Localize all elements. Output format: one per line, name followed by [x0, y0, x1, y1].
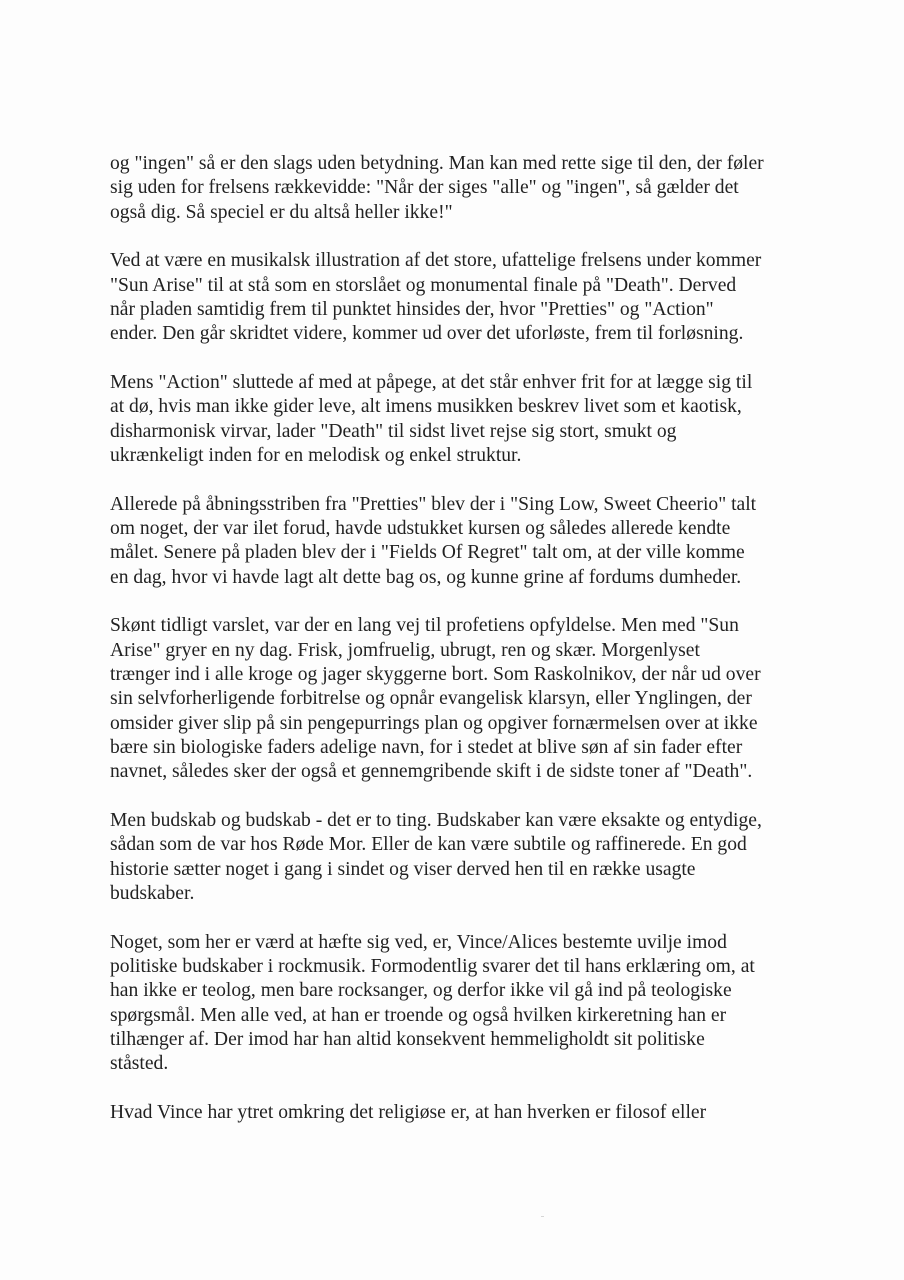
text-line: tilhænger af. Der imod har han altid konsekvent hemmeligholdt sit politiske — [110, 1028, 705, 1050]
text-line: Noget, som her er værd at hæfte sig ved, er, Vince/Alices bestemte uvilje imod — [110, 931, 727, 953]
text-line: navnet, således sker der også et gennemgribende skift i de sidste toner af "Death". — [110, 761, 753, 783]
text-line: ståsted. — [110, 1053, 169, 1075]
text-line: Allerede på åbningsstriben fra "Pretties" blev der i "Sing Low, Sweet Cheerio" talt — [110, 493, 757, 515]
text-line: disharmonisk virvar, lader "Death" til sidst livet rejse sig stort, smukt og — [110, 420, 677, 442]
text-line: Hvad Vince har ytret omkring det religiøse er, at han hverken er filosof eller — [110, 1102, 707, 1123]
text-line: spørgsmål. Men alle ved, at han er troende og også hvilken kirkeretning han er — [110, 1004, 727, 1026]
text-line: sin selvforherligende forbitrelse og opnår evangelisk klarsyn, eller Ynglingen, der — [110, 688, 752, 710]
paragraph-7 — [110, 931, 810, 1077]
text-line: at dø, hvis man ikke gider leve, alt imens musikken beskrev livet som et kaotisk, — [110, 396, 742, 418]
text-line: trænger ind i alle kroge og jager skyggerne bort. Som Raskolnikov, der når ud over — [110, 664, 761, 686]
text-line: og "ingen" så er den slags uden betydning. Man kan med rette sige til den, der føler — [110, 153, 764, 174]
text-line: ender. Den går skridtet videre, kommer ud over det uforløste, frem til forløsning. — [110, 323, 744, 345]
text-line: en dag, hvor vi havde lagt alt dette bag os, og kunne grine af fordums dumheder. — [110, 566, 742, 588]
text-line: omsider giver slip på sin pengepurrings plan og opgiver fornærmelsen over at ikke — [110, 712, 758, 734]
text-line: "Sun Arise" til at stå som en storslået og monumental finale på "Death". Derved — [110, 274, 737, 296]
paragraph-2 — [110, 249, 810, 346]
text-line: Mens "Action" sluttede af med at påpege, at det står enhver frit for at lægge sig til — [110, 372, 753, 394]
text-line: Arise" gryer en ny dag. Frisk, jomfruelig, ubrugt, ren og skær. Morgenlyset — [110, 639, 700, 661]
scan-speck — [541, 1216, 544, 1217]
text-line: politiske budskaber i rockmusik. Formodentlig svarer det til hans erklæring om, at — [110, 956, 755, 978]
paragraph-6 — [110, 809, 810, 906]
text-line: budskaber. — [110, 882, 195, 904]
text-line: historie sætter noget i gang i sindet og viser derved hen til en række usagte — [110, 858, 696, 880]
paragraph-4 — [110, 493, 810, 590]
text-line: Men budskab og budskab - det er to ting. Budskaber kan være eksakte og entydige, — [110, 810, 762, 832]
paragraph-1 — [110, 152, 810, 225]
text-line: sig uden for frelsens rækkevidde: "Når der siges "alle" og "ingen", så gælder det — [110, 177, 739, 199]
paragraph-3 — [110, 371, 810, 468]
text-line: målet. Senere på pladen blev der i "Fields Of Regret" talt om, at der ville komme — [110, 542, 745, 564]
text-line: sådan som de var hos Røde Mor. Eller de kan være subtile og raffinerede. En god — [110, 834, 747, 856]
text-line: Ved at være en musikalsk illustration af det store, ufattelige frelsens under kommer — [110, 250, 762, 272]
document-body — [110, 152, 810, 1150]
text-line: ukrænkeligt inden for en melodisk og enkel struktur. — [110, 444, 522, 466]
text-line: han ikke er teolog, men bare rocksanger, og derfor ikke vil gå ind på teologiske — [110, 980, 732, 1002]
text-line: også dig. Så speciel er du altså heller ikke!" — [110, 201, 453, 223]
text-line: bære sin biologiske faders adelige navn, for i stedet at blive søn af sin fader efter — [110, 736, 743, 758]
text-line: når pladen samtidig frem til punktet hinsides der, hvor "Pretties" og "Action" — [110, 298, 714, 320]
text-line: om noget, der var ilet forud, havde udstukket kursen og således allerede kendte — [110, 518, 731, 540]
text-line: Skønt tidligt varslet, var der en lang vej til profetiens opfyldelse. Men med "Sun — [110, 615, 739, 637]
paragraph-8 — [110, 1101, 810, 1125]
paragraph-5 — [110, 614, 810, 784]
